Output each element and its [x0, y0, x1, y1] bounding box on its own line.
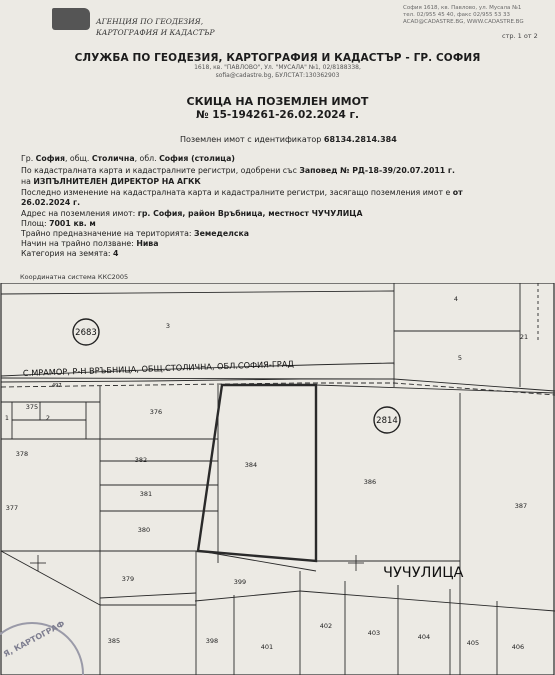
parcel-number: 387	[514, 502, 528, 510]
office-email-line: sofia@cadastre.bg, БУЛСТАТ:130362903	[215, 72, 340, 79]
detail-value: София (столица)	[159, 154, 235, 163]
parcel-number: 377	[5, 504, 19, 512]
parcel-number: 2	[45, 414, 51, 422]
contact-line: ACAD@CADASTRE.BG, WWW.CADASTRE.BG	[403, 19, 524, 25]
detail-area	[21, 219, 96, 228]
agency-name	[96, 16, 215, 38]
parcel-number: 4	[453, 295, 459, 303]
parcel-number: 3	[165, 322, 171, 330]
detail-value: Столична	[91, 154, 135, 163]
road-number: 497	[52, 383, 62, 389]
parcel-number: 399	[233, 578, 247, 586]
parcel-number: 1	[4, 414, 10, 422]
detail-value: 26.02.2024 г.	[21, 198, 81, 207]
detail-value: 4	[113, 249, 119, 258]
parcel-number: 380	[137, 526, 151, 534]
detail-label: , обл.	[134, 154, 160, 163]
parcel-number: 378	[15, 450, 29, 458]
detail-label: Категория на земята:	[21, 249, 113, 258]
document-number: № 15-194261-26.02.2024 г.	[195, 109, 359, 121]
detail-last-change	[21, 188, 463, 197]
detail-label: Гр.	[21, 154, 36, 163]
office-address-line: 1618, кв. "ПАВЛОВО", Ул. "МУСАЛА" №1, 02/8188338,	[194, 64, 361, 71]
stamp-text: Я, КАРТОГРАФ	[2, 619, 67, 659]
detail-label: Начин на трайно ползване:	[21, 239, 137, 248]
detail-label: на	[21, 177, 34, 186]
parcel-number: 381	[139, 490, 153, 498]
detail-value: гр. София, район Връбница, местност ЧУЧУЛИЦА	[137, 209, 363, 218]
parcel-number: 403	[367, 629, 381, 637]
road-label: С.МРАМОР, Р-Н ВРЪБНИЦА, ОБЩ.СТОЛИЧНА, ОБЛ.СОФИЯ-ГРАД	[22, 358, 294, 378]
agency-contacts	[403, 5, 543, 26]
detail-value: Нива	[136, 239, 159, 248]
detail-value: Земеделска	[194, 229, 250, 238]
office-address	[0, 64, 555, 80]
cadastral-map	[0, 283, 555, 675]
detail-value: ИЗПЪЛНИТЕЛЕН ДИРЕКТОР НА АГКК	[33, 177, 201, 186]
contact-line: тел. 02/955 45 40, факс 02/955 53 33	[403, 12, 510, 18]
identifier-label: Поземлен имот с идентификатор	[180, 135, 322, 144]
detail-value: 7001 кв. м	[49, 219, 96, 228]
parcel-highlight	[198, 385, 316, 561]
parcel-number: 401	[260, 643, 274, 651]
detail-label: Трайно предназначение на територията:	[21, 229, 195, 238]
zone-label: 2683	[75, 328, 97, 338]
parcel-number: 21	[519, 333, 529, 341]
parcel-number: 376	[149, 408, 163, 416]
locality-label: ЧУЧУЛИЦА	[383, 565, 464, 581]
parcel-number: 405	[466, 639, 480, 647]
map-frame	[1, 283, 554, 675]
detail-value: от	[452, 188, 463, 197]
detail-category	[21, 249, 118, 258]
detail-label: Адрес на поземления имот:	[21, 209, 138, 218]
zone-label: 2814	[376, 416, 398, 426]
coordinate-system: Координатна система ККС2005	[20, 273, 129, 281]
parcel-number: 382	[134, 456, 148, 464]
detail-value: София	[35, 154, 65, 163]
identifier-value: 68134.2814.384	[323, 135, 397, 144]
contact-line: София 1618, кв. Павлово, ул. Мусала №1	[403, 5, 522, 11]
detail-address	[21, 209, 363, 218]
parcel-number: 379	[121, 575, 135, 583]
document-title: СКИЦА НА ПОЗЕМЛЕН ИМОТ	[186, 95, 369, 108]
detail-value: Заповед № РД-18-39/20.07.2011 г.	[299, 166, 455, 175]
detail-purpose	[21, 229, 249, 238]
detail-order	[21, 166, 455, 175]
page-number: стр. 1 от 2	[502, 32, 538, 40]
parcel-number: 384	[244, 461, 258, 469]
parcel-number: 402	[319, 622, 333, 630]
parcel-number: 5	[457, 354, 463, 362]
parcel-number: 406	[511, 643, 525, 651]
parcel-number: 385	[107, 637, 121, 645]
parcel-number: 398	[205, 637, 219, 645]
agency-name-line1: АГЕНЦИЯ ПО ГЕОДЕЗИЯ,	[96, 17, 204, 26]
agency-logo-icon	[52, 8, 90, 30]
detail-usage	[21, 239, 159, 248]
detail-issuer	[21, 177, 201, 186]
parcel-identifier	[180, 135, 397, 144]
detail-last-change-date	[21, 198, 80, 207]
detail-label: , общ.	[64, 154, 92, 163]
detail-location	[21, 154, 235, 163]
detail-label: Площ:	[21, 219, 50, 228]
parcel-number: 375	[25, 403, 39, 411]
parcel-number: 404	[417, 633, 431, 641]
parcel-number: 386	[363, 478, 377, 486]
detail-label: Последно изменение на кадастралната карта и кадастралните регистри, засягащо поземления имот е	[21, 188, 453, 197]
detail-label: По кадастралната карта и кадастралните регистри, одобрени със	[21, 166, 300, 175]
agency-name-line2: КАРТОГРАФИЯ И КАДАСТЪР	[96, 28, 215, 37]
office-title: СЛУЖБА ПО ГЕОДЕЗИЯ, КАРТОГРАФИЯ И КАДАСТЪР - ГР. СОФИЯ	[74, 52, 481, 64]
